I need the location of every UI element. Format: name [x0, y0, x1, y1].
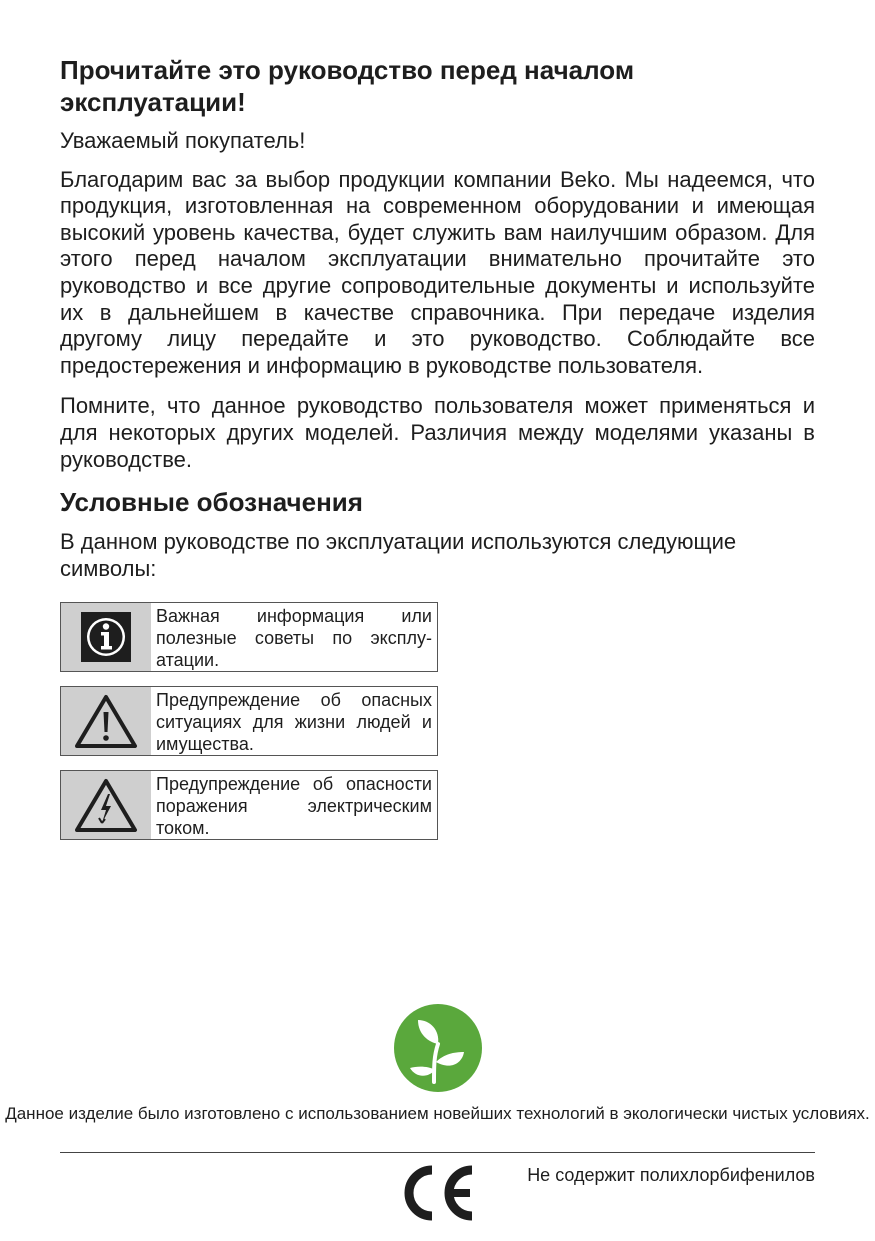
footer-divider [60, 1152, 815, 1153]
electric-shock-icon [74, 777, 138, 833]
pcb-free-note: Не содержит полихлорбифенилов [527, 1165, 815, 1185]
greeting: Уважаемый покупатель! [60, 128, 306, 153]
symbols-heading: Условные обозначения [60, 487, 363, 518]
page-title: Прочитайте это руководство перед началом эксплуатации! [60, 55, 635, 117]
symbol-text-warning: Предупреждение об опасных ситуациях для жизни людей и имущества. [156, 690, 432, 755]
eco-text: Данное изделие было изготовлено с использованием новейших технологий в экологически чистых условиях. [5, 1104, 870, 1123]
symbol-text-info: Важная информация или полезные советы по эксплуатации. [156, 606, 432, 671]
symbols-intro: В данном руководстве по эксплуатации используются следующие символы: [60, 529, 737, 581]
symbol-text-electric: Предупреждение об опасности поражения электрическим током. [156, 774, 432, 839]
symbols-list [60, 602, 438, 840]
eco-leaf-icon [394, 1004, 482, 1092]
eco-section [0, 1004, 875, 1124]
intro-paragraph: Благодарим вас за выбор продукции компании Beko. Мы надеемся, что продукция, изготовленная на современном оборудовании и имеющая высокий уровень качества, будет служить вам наилучшим образом. Для этого перед началом эксплуатации внимательно прочитайте это руководство и все другие сопроводительные документы и используйте их в дальнейшем в качестве справочника. При передаче изделия другому лицу передайте и это руководство. Соблюдайте все предостережения и информацию в руководстве пользователя. [60, 166, 815, 378]
symbol-row-electric [60, 770, 438, 840]
symbol-row-info [60, 602, 438, 672]
warning-icon [74, 693, 138, 749]
models-note-paragraph: Помните, что данное руководство пользователя может применяться и для некоторых других моделей. Различия между моделями указаны в руководстве. [60, 393, 815, 472]
page-content [60, 54, 815, 854]
symbol-row-warning [60, 686, 438, 756]
ce-mark-icon [398, 1164, 478, 1222]
info-icon [79, 610, 133, 664]
